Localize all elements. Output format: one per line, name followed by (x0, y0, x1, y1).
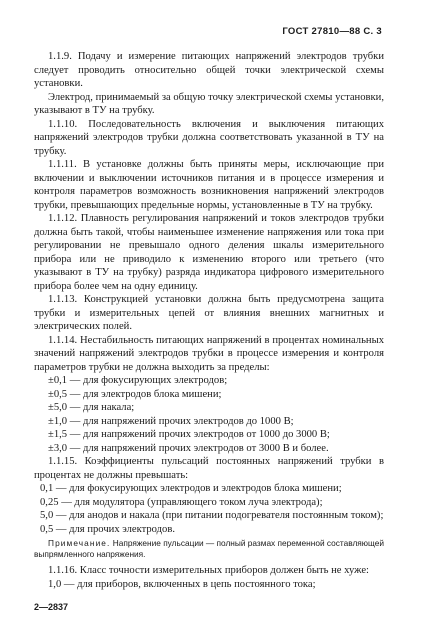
list-item: 1,0 — для приборов, включенных в цепь постоянного тока; (48, 578, 316, 590)
list-item: 0,25 — для модулятора (управляющего током луча электрода); (40, 496, 323, 508)
list-item: 0,5 — для прочих электродов. (40, 523, 175, 535)
list-item: ±1,0 — для напряжений прочих электродов до 1000 В; (48, 415, 294, 427)
list-item: 5,0 — для анодов и накала (при питании подогревателя постоянным током); (40, 510, 384, 521)
paragraph-1-1-9: 1.1.9. Подачу и измерение питающих напряжений электродов трубки следует проводить относительно общей точки электрической схемы установки. (34, 51, 384, 89)
list-item: ±5,0 — для накала; (48, 402, 135, 413)
note-text: Напряжение пульсации — полный размах переменной составляющей выпрямленного напряжения. (34, 538, 384, 559)
paragraph-1-1-15: 1.1.15. Коэффициенты пульсаций постоянных напряжений трубки в процентах не должны превышать: (34, 456, 384, 481)
paragraph-1-1-11: 1.1.11. В установке должны быть приняты меры, исключающие при включении и выключении источников питания и в процессе измерения и контроля параметров возможность возникновения напряжений электродов трубки, превышающих предельные нормы, установленные в ТУ на трубку. (34, 159, 384, 211)
page-header: ГОСТ 27810—88 С. 3 (282, 26, 382, 37)
note-label: Примечание. (48, 538, 111, 548)
list-item: ±0,1 — для фокусирующих электродов; (48, 375, 228, 386)
paragraph-1-1-16: 1.1.16. Класс точности измерительных приборов должен быть не хуже: (48, 565, 369, 576)
list-item: ±3,0 — для напряжений прочих электродов от 3000 В и более. (48, 442, 329, 454)
page-content (34, 50, 384, 591)
paragraph-1-1-13: 1.1.13. Конструкцией установки должна быть предусмотрена защита трубки и измерительных цепей от влияния внешних магнитных и электрических полей. (34, 294, 384, 332)
list-item: 0,1 — для фокусирующих электродов и электродов блока мишени; (40, 483, 342, 494)
note (34, 538, 384, 560)
list-item: ±1,5 — для напряжений прочих электродов от 1000 до 3000 В; (48, 429, 330, 440)
paragraph-1-1-10: 1.1.10. Последовательность включения и выключения питающих напряжений электродов трубки должна соответствовать указанной в ТУ на трубку. (34, 118, 384, 157)
paragraph-common-electrode: Электрод, принимаемый за общую точку электрической схемы установки, указывают в ТУ на трубку. (34, 91, 384, 116)
paragraph-1-1-12: 1.1.12. Плавность регулирования напряжений и токов электродов трубки должна быть такой, чтобы наименьшее изменение напряжения или тока при регулировании не превышало одного деления шкалы измерительного прибора или не приводило к изменению второго или третьего (что указывают в ТУ на трубку) разряда индикатора цифрового измерительного прибора более чем на одну единицу. (34, 213, 384, 292)
paragraph-1-1-14: 1.1.14. Нестабильность питающих напряжений в процентах номинальных значений напряжений электродов трубки в процессе измерения и контроля параметров трубки не должна выходить за пределы: (34, 334, 384, 373)
list-item: ±0,5 — для электродов блока мишени; (48, 388, 222, 400)
page-footer-signature: 2—2837 (34, 602, 69, 612)
